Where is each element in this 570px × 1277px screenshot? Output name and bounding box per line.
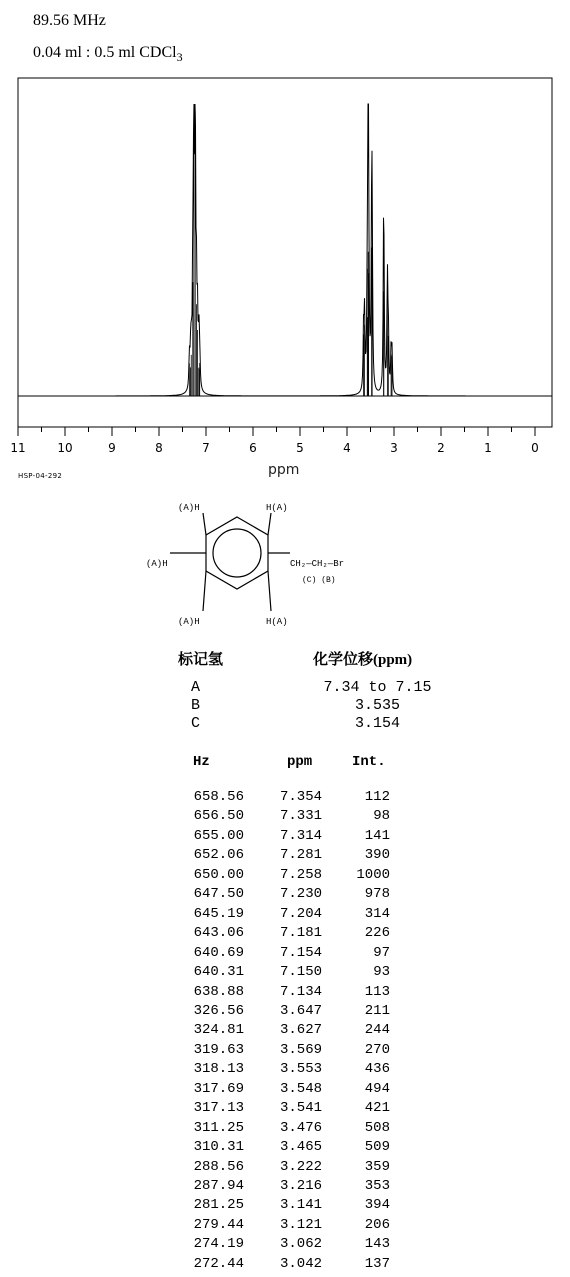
- x-tick-label: 11: [10, 441, 26, 455]
- peak-ppm: 3.476: [279, 1119, 322, 1136]
- peak-hz: 274.19: [193, 1236, 244, 1253]
- peak-ppm: 7.204: [279, 905, 322, 922]
- peak-hz: 655.00: [193, 827, 244, 844]
- spectrometer-frequency: 89.56 MHz: [33, 12, 106, 29]
- peak-hz: 287.94: [193, 1178, 244, 1194]
- peak-hz: 310.31: [193, 1139, 244, 1156]
- x-tick-label: 9: [108, 441, 116, 455]
- x-tick-label: 3: [390, 441, 398, 455]
- peak-ppm: 7.331: [279, 808, 322, 825]
- peak-int: 97: [373, 944, 390, 961]
- peak-hz: 272.44: [193, 1255, 244, 1272]
- peak-int: 978: [364, 886, 390, 903]
- peak-ppm: 3.121: [279, 1216, 322, 1233]
- ring-h-label-bottom-right: H(A): [266, 617, 288, 627]
- peak-ppm: 7.281: [279, 847, 322, 864]
- x-tick-label: 8: [155, 441, 163, 455]
- substituent-formula: CH₂—CH₂—Br: [290, 559, 345, 569]
- peak-hz: 318.13: [193, 1061, 244, 1078]
- peak-hz: 647.50: [193, 886, 244, 903]
- peak-hz: 643.06: [193, 925, 244, 942]
- peak-int: 421: [364, 1100, 390, 1117]
- ring-h-label-top-left: (A)H: [178, 503, 200, 513]
- peak-hz: 311.25: [193, 1119, 244, 1136]
- peak-int: 137: [364, 1255, 390, 1272]
- peak-hz: 317.13: [193, 1100, 244, 1117]
- peak-table-header-int: Int.: [352, 754, 386, 770]
- ring-h-label-bottom-left: (A)H: [178, 617, 200, 627]
- peak-hz: 317.69: [193, 1080, 244, 1097]
- peak-hz: 319.63: [193, 1041, 244, 1058]
- peak-ppm: 7.258: [279, 866, 322, 883]
- peak-int: 206: [364, 1216, 390, 1233]
- peak-hz: 288.56: [193, 1158, 244, 1175]
- peak-int: 508: [364, 1119, 390, 1136]
- peak-ppm: 7.181: [279, 925, 322, 942]
- peak-hz: 640.69: [193, 944, 244, 961]
- peak-int: 226: [364, 925, 390, 942]
- x-tick-label: 6: [249, 441, 257, 455]
- sample-subscript: 3: [176, 50, 183, 65]
- peak-int: 270: [364, 1041, 390, 1058]
- peak-int: 211: [364, 1002, 390, 1019]
- peak-hz: 326.56: [193, 1002, 244, 1019]
- peak-hz: 279.44: [193, 1216, 244, 1233]
- peak-ppm: 7.154: [279, 944, 322, 961]
- peak-int: 143: [364, 1236, 390, 1253]
- ring-h-label-top-right: H(A): [266, 503, 288, 513]
- benzene-ring: [170, 513, 290, 611]
- peak-ppm: 7.230: [279, 886, 322, 903]
- peak-hz: 640.31: [193, 964, 244, 981]
- x-tick-label: 2: [437, 441, 445, 455]
- peak-table-header-hz: Hz: [193, 754, 210, 770]
- x-tick-label: 5: [296, 441, 304, 455]
- x-tick-label: 1: [484, 441, 492, 455]
- peak-int: 353: [364, 1178, 390, 1194]
- ring-h-label-left: (A)H: [146, 559, 168, 569]
- shift-table-header-shift: 化学位移(ppm): [313, 652, 413, 668]
- peak-ppm: 3.465: [279, 1139, 322, 1156]
- peak-int: 509: [364, 1139, 390, 1156]
- shift-value: 7.34 to 7.15: [323, 679, 432, 696]
- peak-int: 141: [364, 827, 390, 844]
- peak-hz: 652.06: [193, 847, 244, 864]
- peak-hz: 281.25: [193, 1197, 244, 1214]
- peak-ppm: 3.141: [279, 1197, 322, 1214]
- peak-ppm: 7.150: [279, 964, 322, 981]
- peak-ppm: 3.541: [279, 1100, 322, 1117]
- peak-int: 98: [373, 808, 390, 825]
- peak-int: 394: [364, 1197, 390, 1214]
- peak-int: 244: [364, 1022, 390, 1039]
- x-axis-label: ppm: [268, 462, 300, 478]
- peak-ppm: 7.354: [279, 789, 322, 805]
- peak-int: 359: [364, 1158, 390, 1175]
- peak-int: 436: [364, 1061, 390, 1078]
- shift-value: 3.535: [354, 697, 400, 714]
- peak-int: 314: [364, 905, 390, 922]
- peak-hz: 658.56: [193, 789, 244, 805]
- x-tick-label: 0: [531, 441, 539, 455]
- sample-text: 0.04 ml : 0.5 ml CDCl: [33, 44, 177, 61]
- x-tick-label: 4: [343, 441, 351, 455]
- shift-label: C: [191, 715, 201, 732]
- peak-hz: 656.50: [193, 808, 244, 825]
- peak-ppm: 3.548: [279, 1080, 322, 1097]
- peak-hz: 645.19: [193, 905, 244, 922]
- peak-ppm: 3.062: [279, 1236, 322, 1253]
- x-tick-label: 10: [57, 441, 73, 455]
- substituent-labels: (C) (B): [302, 576, 336, 585]
- peak-ppm: 3.222: [279, 1158, 322, 1175]
- peak-table-header-ppm: ppm: [287, 754, 313, 770]
- peak-hz: 324.81: [193, 1022, 244, 1039]
- peak-hz: 650.00: [193, 866, 244, 883]
- peak-ppm: 7.314: [279, 827, 322, 844]
- spectrum-code: HSP-04-292: [18, 472, 63, 480]
- shift-table-header-label: 标记氢: [178, 652, 224, 668]
- shift-label: A: [191, 679, 201, 696]
- peak-int: 113: [364, 983, 390, 1000]
- peak-ppm: 3.647: [279, 1002, 322, 1019]
- peak-int: 93: [373, 964, 390, 981]
- shift-label: B: [191, 697, 201, 714]
- x-tick-label: 7: [202, 441, 210, 455]
- peak-int: 1000: [356, 866, 390, 883]
- peak-ppm: 3.216: [279, 1178, 322, 1194]
- peak-ppm: 3.553: [279, 1061, 322, 1078]
- peak-ppm: 3.569: [279, 1041, 322, 1058]
- peak-ppm: 7.134: [279, 983, 322, 1000]
- peak-ppm: 3.042: [279, 1255, 322, 1272]
- peak-ppm: 3.627: [279, 1022, 322, 1039]
- peak-hz: 638.88: [193, 983, 244, 1000]
- peak-int: 112: [364, 789, 390, 805]
- peak-int: 390: [364, 847, 390, 864]
- shift-value: 3.154: [354, 715, 400, 732]
- peak-int: 494: [364, 1080, 390, 1097]
